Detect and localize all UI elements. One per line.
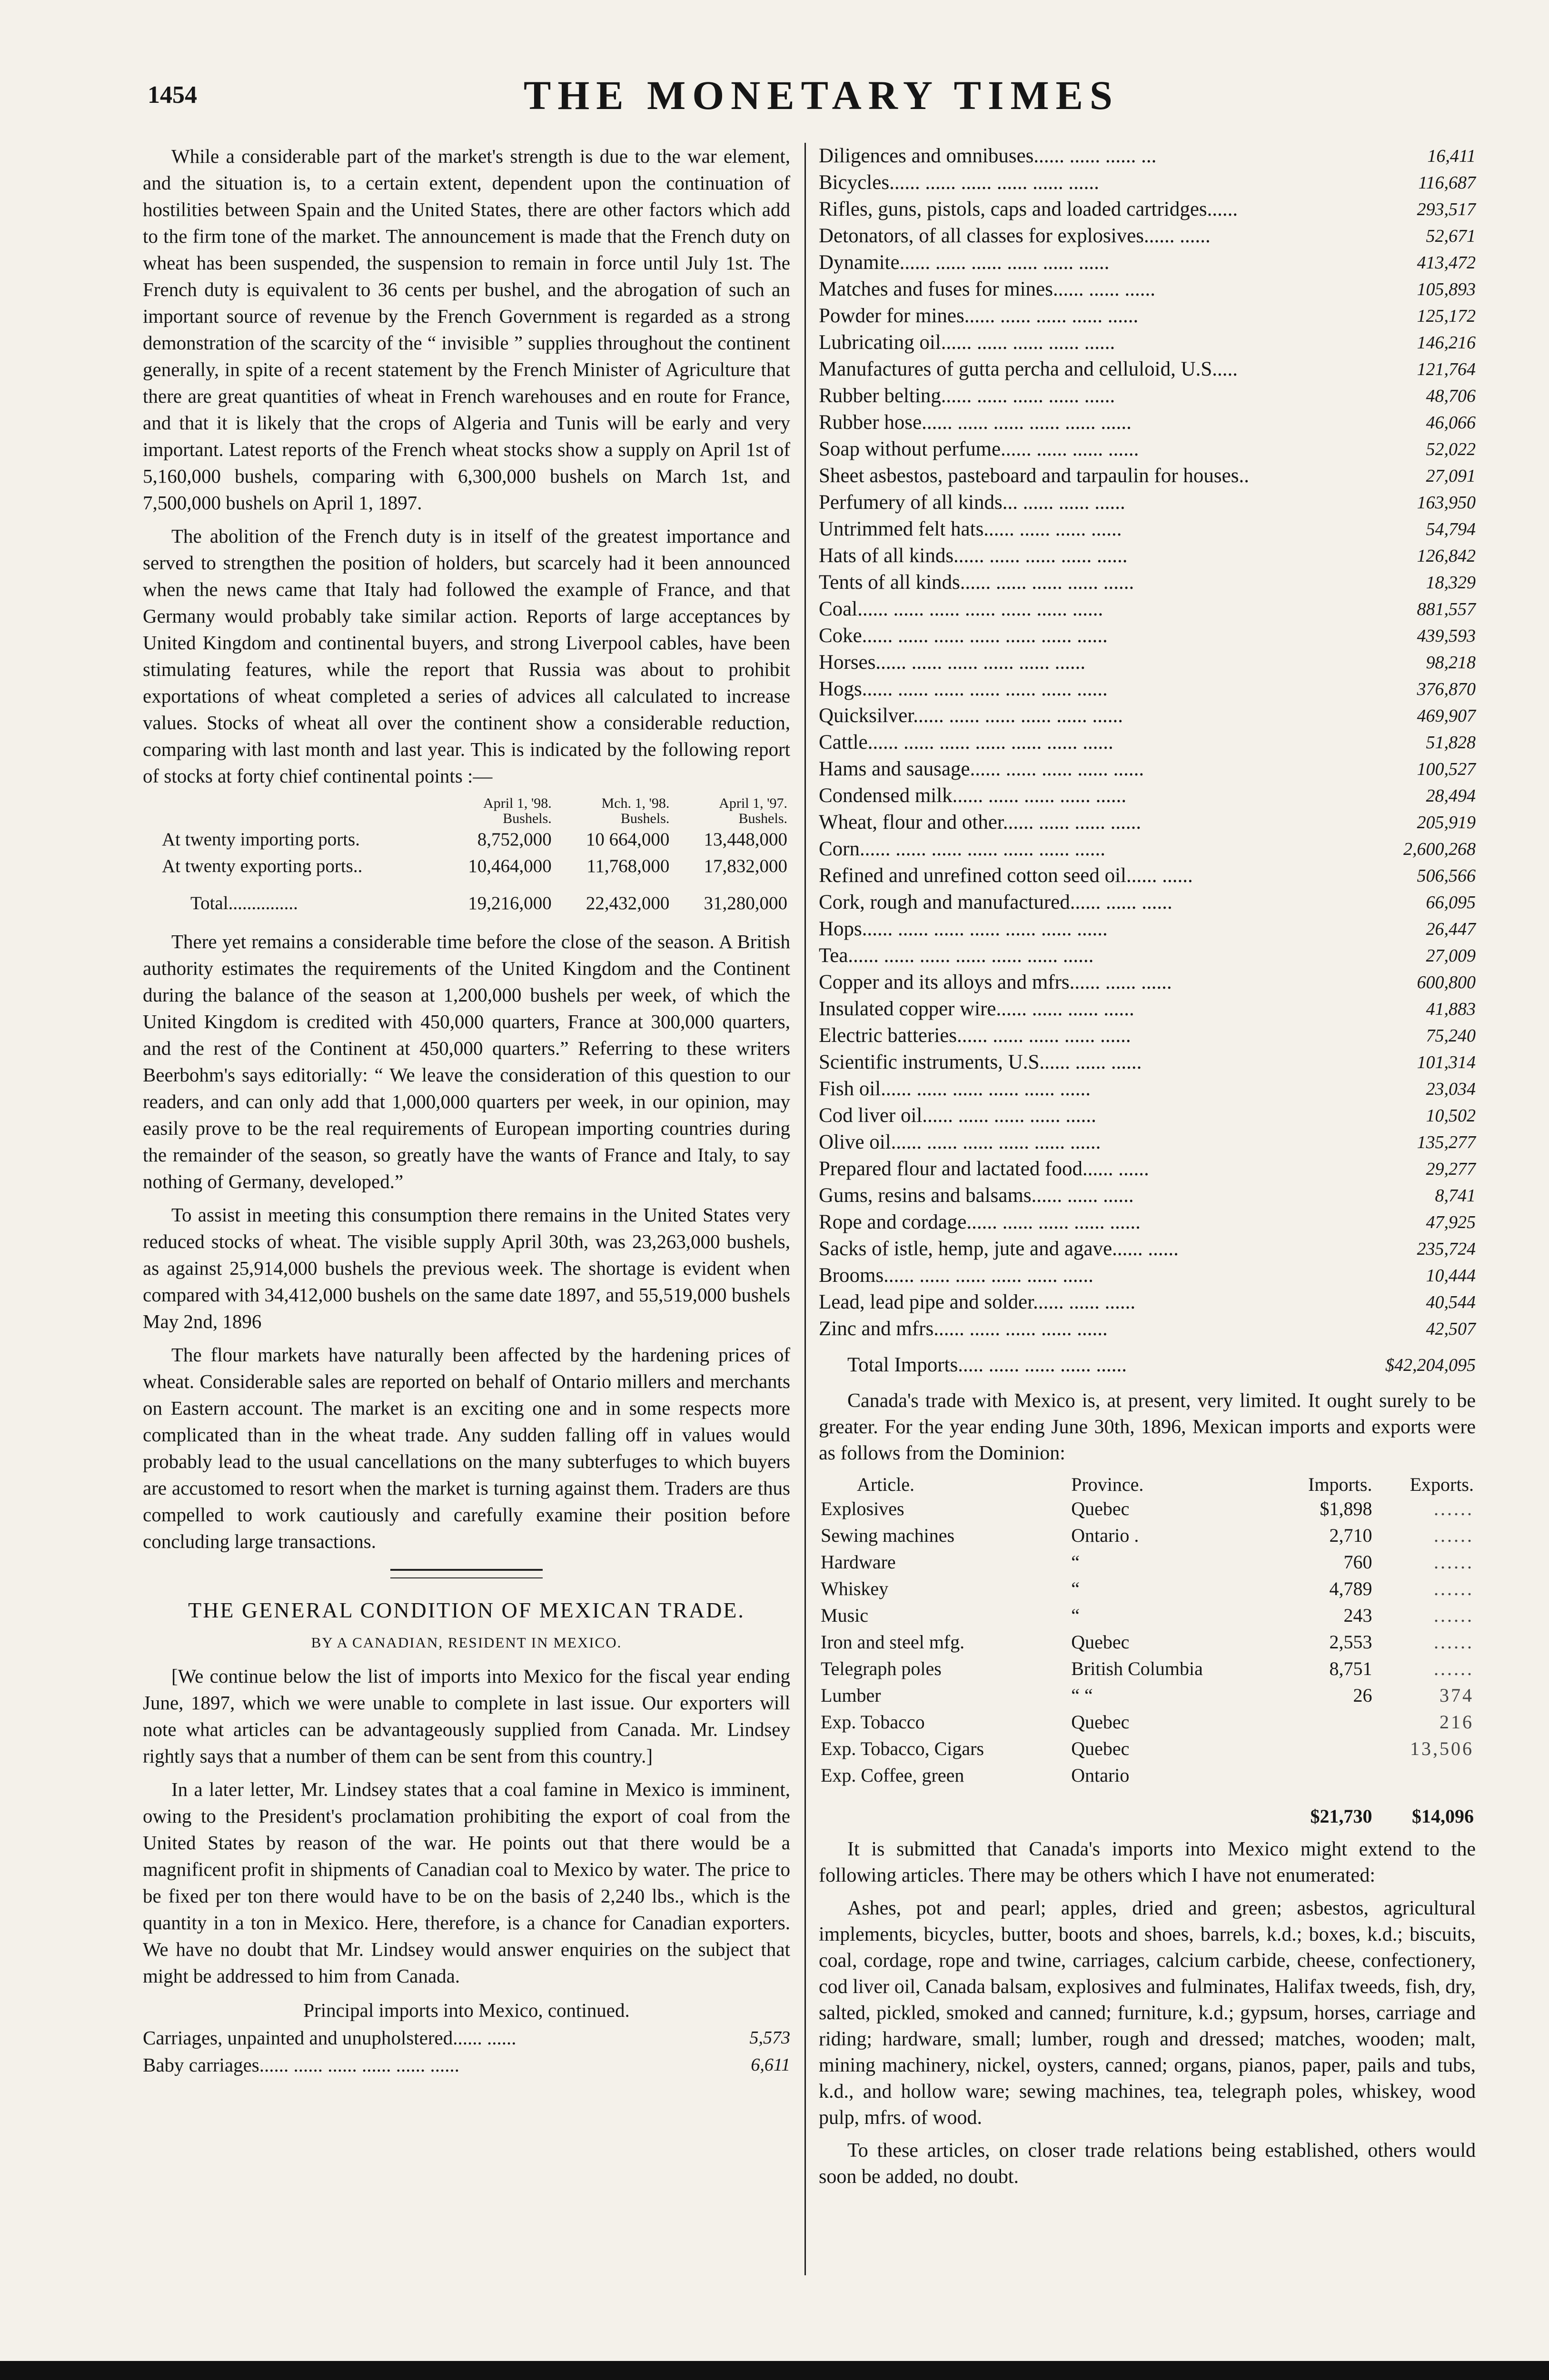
page-header	[143, 67, 1485, 129]
paragraph: It is submitted that Canada's imports into Mexico might extend to the following articles. There may be others which I have not enumerated:	[819, 1838, 1476, 1886]
column-header: April 1, '97. Bushels.	[719, 795, 787, 826]
column-header: Mch. 1, '98. Bushels.	[601, 795, 670, 826]
table-row: Tents of all kinds...... ...... ...... ...... ...... 18,329	[819, 571, 1476, 594]
table-row: Zinc and mfrs...... ...... ...... ...... ...... 42,507	[819, 1318, 1476, 1340]
table-row: Rope and cordage...... ...... ...... ...... ...... 47,925	[819, 1211, 1476, 1233]
table-row: Prepared flour and lactated food...... ...... 29,277	[819, 1158, 1476, 1180]
table-row: Quicksilver...... ...... ...... ...... ...... ...... 469,907	[819, 704, 1476, 727]
scan-edge-band	[0, 2361, 1549, 2380]
table-row: Copper and its alloys and mfrs...... ...... ...... 600,800	[819, 971, 1476, 993]
table-row: Fish oil...... ...... ...... ...... ...... ...... 23,034	[819, 1078, 1476, 1100]
table-row: Detonators, of all classes for explosives...... ...... 52,671	[819, 225, 1476, 247]
table-row: Soap without perfume...... ...... ...... ...... 52,022	[819, 438, 1476, 460]
table-row: Hops...... ...... ...... ...... ...... ...... ...... 26,447	[819, 918, 1476, 940]
section-separator	[390, 1569, 543, 1578]
paragraph: Canada's trade with Mexico is, at present, very limited. It ought surely to be greater. For the year ending June 30th, 1896, Mexican imports and exports were as follows from the Dominion:	[819, 1390, 1476, 1464]
table-row: Perfumery of all kinds... ...... ...... ...... 163,950	[819, 491, 1476, 514]
table-row: Matches and fuses for mines...... ...... ...... 105,893	[819, 278, 1476, 300]
table-row: Lumber “ “ 26 374	[821, 1685, 1474, 1706]
table-row: Telegraph poles British Columbia 8,751 ......	[821, 1658, 1474, 1679]
table-row: Manufactures of gutta percha and celluloid, U.S..... 121,764	[819, 358, 1476, 380]
table-row: Scientific instruments, U.S...... ...... ...... 101,314	[819, 1051, 1476, 1073]
table-total-row: Total Imports..... ...... ...... ...... ...... $42,204,095	[847, 1354, 1476, 1376]
table-row: Whiskey “ 4,789 ......	[821, 1578, 1474, 1599]
left-column	[143, 143, 790, 2079]
table-total-row: $21,730 $14,096	[1310, 1805, 1474, 1827]
table-row: Untrimmed felt hats...... ...... ...... ...... 54,794	[819, 518, 1476, 540]
table-row: Exp. Coffee, green Ontario	[821, 1765, 1130, 1786]
paragraph: To these articles, on closer trade relations being established, others would soon be added, no doubt.	[819, 2140, 1476, 2188]
paragraph: There yet remains a considerable time before the close of the season. A British authority estimates the requirements of the United Kingdom and the Continent during the balance of the season at 1,200,000 bushels per week, of which the United Kingdom is credited with 450,000 quarters, France at 300,000 quarters, and the rest of the Continent at 450,000 quarters.” Referring to these writers Beerbohm's says editorially: “ We leave the consideration of this question to our readers, and can only add that 1,000,000 quarters per week, in our opinion, may easily prove to be the real requirements of European importing countries during the remainder of the season, so greatly have the wants of France and Italy, to say nothing of Germany, developed.”	[143, 931, 790, 1192]
table-row: Sewing machines Ontario . 2,710 ......	[821, 1525, 1474, 1546]
table-row: Rubber hose...... ...... ...... ...... ...... ...... 46,066	[819, 411, 1476, 434]
table-row: Explosives Quebec $1,898 ......	[821, 1498, 1474, 1519]
table-row: Sheet asbestos, pasteboard and tarpaulin for houses.. 27,091	[819, 465, 1476, 487]
table-row: Exp. Tobacco, Cigars Quebec 13,506	[821, 1738, 1474, 1759]
table-row: Electric batteries...... ...... ...... ...... ...... 75,240	[819, 1024, 1476, 1047]
table-row: At twenty exporting ports.. 10,464,000 11,768,000 17,832,000	[162, 856, 787, 876]
table-row: Gums, resins and balsams...... ...... ...... 8,741	[819, 1184, 1476, 1207]
table-row: At twenty importing ports. 8,752,000 10 664,000 13,448,000	[162, 829, 787, 850]
imports-table-right	[819, 143, 1476, 1378]
paragraph: While a considerable part of the market's strength is due to the war element, and the situation is, to a certain extent, dependent upon the continuation of hostilities between Spain and the United States, there are other factors which add to the firm tone of the market. The announcement is made that the French duty on wheat has been suspended, the suspension to remain in force until July 1st. The French duty is equivalent to 36 cents per bushel, and the abrogation of such an important source of revenue by the French Government is regarded as a strong demonstration of the scarcity of the “ invisible ” supplies throughout the continent generally, in spite of a recent statement by the French Minister of Agriculture that there are great quantities of wheat in French warehouses and en route for France, and that it is likely that the crops of Algeria and Tunis will be early and very important. Latest reports of the French wheat stocks show a supply on April 1st of 5,160,000 bushels, comparing with 6,300,000 bushels on March 1st, and 7,500,000 bushels on April 1, 1897.	[143, 145, 790, 514]
imports-table-left	[143, 2024, 790, 2079]
table-row: Rubber belting...... ...... ...... ...... ...... 48,706	[819, 385, 1476, 407]
table-row: Carriages, unpainted and unupholstered...... ...... 5,573	[143, 2027, 790, 2049]
right-column	[819, 143, 1476, 2197]
table-row: Cork, rough and manufactured...... ...... ...... 66,095	[819, 891, 1476, 913]
table-header-row: Article. Province. Imports. Exports.	[857, 1474, 1474, 1495]
paragraph: The flour markets have naturally been affected by the hardening prices of wheat. Considerable sales are reported on behalf of Ontario millers and merchants on Eastern account. The market is an exciting one and in some respects more complicated than in the wheat trade. Any sudden falling off in values would probably lead to the usual cancellations on the many subterfuges to which buyers are accustomed to resort when the market is turning against them. Traders are thus compelled to work cautiously and carefully examine their position before concluding large transactions.	[143, 1344, 790, 1552]
paragraph: The abolition of the French duty is in itself of the greatest importance and served to strengthen the position of holders, but scarcely had it been announced when the news came that Italy had followed the example of France, and that Germany would probably take similar action. Reports of large acceptances by United Kingdom and continental buyers, and strong Liverpool cables, have been stimulating features, while the report that Russia was about to prohibit exportations of wheat completed a series of advices all calculated to increase values. Stocks of wheat all over the continent show a considerable reduction, comparing with last month and last year. This is indicated by the following report of stocks at forty chief continental points :—	[143, 525, 790, 787]
table-row: Powder for mines...... ...... ...... ...... ...... 125,172	[819, 305, 1476, 327]
table-row: Sacks of istle, hemp, jute and agave...... ...... 235,724	[819, 1238, 1476, 1260]
table-row: Diligences and omnibuses...... ...... ...... ... 16,411	[819, 145, 1476, 167]
page-number: 1454	[148, 81, 197, 109]
table-row: Lubricating oil...... ...... ...... ...... ...... 146,216	[819, 331, 1476, 354]
wheat-stocks-table	[143, 796, 790, 917]
table-row: Lead, lead pipe and solder...... ...... ...... 40,544	[819, 1291, 1476, 1313]
column-header: April 1, '98. Bushels.	[483, 795, 552, 826]
paragraph: Ashes, pot and pearl; apples, dried and green; asbestos, agricultural implements, bicycles, butter, boots and shoes, barrels, k.d.; boxes, k.d.; biscuits, coal, cordage, rope and twine, carriages, calcium carbide, cheese, confectionery, cod liver oil, Canada balsam, explosives and fulminates, Halifax tweeds, fish, dry, salted, pickled, smoked and canned; furniture, k.d.; gypsum, horses, carriage and riding; hardware, small; lumber, rough and dressed; matches, wooden; malt, mining machinery, nickel, oysters, canned; organs, pianos, paper, pails and tubs, k.d., and hollow ware; sewing machines, tea, telegraph poles, whiskey, wood pulp, mfrs. of wood.	[819, 1897, 1476, 2129]
table-row: Hats of all kinds...... ...... ...... ...... ...... 126,842	[819, 545, 1476, 567]
table-row: Olive oil...... ...... ...... ...... ...... ...... 135,277	[819, 1131, 1476, 1153]
table-row: Brooms...... ...... ...... ...... ...... ...... 10,444	[819, 1264, 1476, 1287]
table-row: Dynamite...... ...... ...... ...... ...... ...... 413,472	[819, 251, 1476, 274]
table-row: Cod liver oil...... ...... ...... ...... ...... 10,502	[819, 1104, 1476, 1127]
paragraph: To assist in meeting this consumption there remains in the United States very reduced stocks of wheat. The visible supply April 30th, was 23,263,000 bushels, as against 25,914,000 bushels the previous week. The shortage is evident when compared with 34,412,000 bushels on the same date 1897, and 55,519,000 bushels May 2nd, 1896	[143, 1204, 790, 1332]
table-row: Horses...... ...... ...... ...... ...... ...... 98,218	[819, 651, 1476, 674]
paragraph: In a later letter, Mr. Lindsey states that a coal famine in Mexico is imminent, owing to the President's proclamation prohibiting the export of coal from the United States by reason of the war. He points out that there would be a magnificent profit in shipments of Canadian coal to Mexico by water. The price to be fixed per ton there would have to be on the basis of 2,240 lbs., which is the quantity in a ton in Mexico. Here, therefore, is a chance for Canadian exporters. We have no doubt that Mr. Lindsey would answer enquiries on the subject that might be addressed to him from Canada.	[143, 1778, 790, 1987]
table-total-row: Total............... 19,216,000 22,432,000 31,280,000	[190, 893, 787, 913]
table-row: Refined and unrefined cotton seed oil...... ...... 506,566	[819, 864, 1476, 887]
table-row: Coke...... ...... ...... ...... ...... ...... ...... 439,593	[819, 625, 1476, 647]
table-row: Hams and sausage...... ...... ...... ...... ...... 100,527	[819, 758, 1476, 780]
table-row: Bicycles...... ...... ...... ...... ...... ...... 116,687	[819, 171, 1476, 194]
table-row: Music “ 243 ......	[821, 1605, 1474, 1626]
table-row: Iron and steel mfg. Quebec 2,553 ......	[821, 1631, 1474, 1653]
table-row: Exp. Tobacco Quebec 216	[821, 1711, 1474, 1733]
table-row: Hardware “ 760 ......	[821, 1551, 1474, 1573]
article-byline: BY A CANADIAN, RESIDENT IN MEXICO.	[311, 1634, 622, 1651]
canada-mexico-trade-table	[819, 1473, 1476, 1830]
table-row: Corn...... ...... ...... ...... ...... ...... ...... 2,600,268	[819, 838, 1476, 860]
table-row: Tea...... ...... ...... ...... ...... ...... ...... 27,009	[819, 944, 1476, 967]
table-row: Baby carriages...... ...... ...... ...... ...... ...... 6,611	[143, 2054, 790, 2076]
table-row: Rifles, guns, pistols, caps and loaded cartridges...... 293,517	[819, 198, 1476, 220]
table-row: Cattle...... ...... ...... ...... ...... ...... ...... 51,828	[819, 731, 1476, 754]
article-title: THE GENERAL CONDITION OF MEXICAN TRADE.	[188, 1598, 745, 1622]
column-divider	[804, 143, 806, 2275]
table-row: Hogs...... ...... ...... ...... ...... ...... ...... 376,870	[819, 678, 1476, 700]
table-header-row	[143, 796, 790, 826]
publication-title: THE MONETARY TIMES	[524, 72, 1119, 118]
paragraph: [We continue below the list of imports into Mexico for the fiscal year ending June, 1897, which we were unable to complete in last issue. Our exporters will note what articles can be advantageously supplied from Canada. Mr. Lindsey rightly says that a number of them can be sent from this country.]	[143, 1665, 790, 1767]
imports-heading: Principal imports into Mexico, continued.	[303, 1999, 630, 2021]
table-row: Condensed milk...... ...... ...... ...... ...... 28,494	[819, 784, 1476, 807]
table-row: Coal...... ...... ...... ...... ...... ...... ...... 881,557	[819, 598, 1476, 620]
table-row: Insulated copper wire...... ...... ...... ...... 41,883	[819, 998, 1476, 1020]
table-row: Wheat, flour and other...... ...... ...... ...... 205,919	[819, 811, 1476, 833]
